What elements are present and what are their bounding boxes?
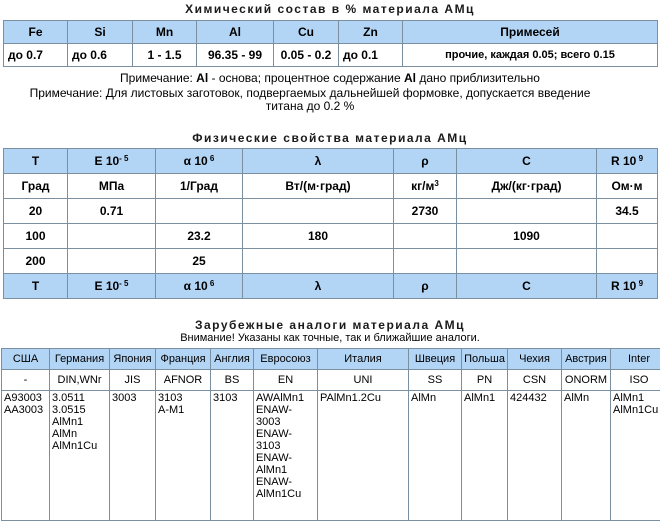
physical-header-row [4,149,658,174]
physical-title: Физические свойства материала АМц [192,131,468,145]
standard-cell: EN [254,370,318,391]
value-al: 96.35 - 99 [197,44,274,67]
country-cell: США [2,349,50,370]
country-cell: Италия [318,349,409,370]
country-cell: Швеция [409,349,462,370]
grade-line: AA3003 [4,404,44,416]
standard-cell: PN [462,370,508,391]
grade-line: ENAW- [256,404,293,416]
foreign-table [1,348,660,521]
standard-cell: AFNOR [156,370,211,391]
header-al: Al [197,21,274,44]
country-cell: Германия [50,349,110,370]
chemical-value-row [4,44,658,67]
chemical-table [3,20,658,67]
grade-line: ENAW- [256,428,293,440]
grade-cell [50,391,110,521]
standard-cell: BS [211,370,254,391]
header-temperature: T [4,149,68,174]
header-density: ρ [394,149,457,174]
standard-cell: ISO [611,370,660,391]
grade-cell [110,391,156,521]
foreign-subtitle: Внимание! Указаны как точные, так и ближайшие аналоги. [180,332,480,344]
grade-cell [508,391,562,521]
grade-line: 3.0515 [52,404,86,416]
grade-cell [254,391,318,521]
grade-line: 3003 [256,416,281,428]
country-cell: Англия [211,349,254,370]
chemical-title: Химический состав в % материала АМц [185,2,475,16]
country-cell: Франция [156,349,211,370]
value-si: до 0.6 [68,44,133,67]
country-cell: Евросоюз [254,349,318,370]
header-resistivity: R 10 $^9$ [597,149,658,174]
header-cu: Cu [274,21,339,44]
chemical-note-1: Примечание: Al - основа; процентное содержание Al дано приблизительно [120,71,540,85]
unit-expansion: 1/Град [156,174,243,199]
country-cell: Япония [110,349,156,370]
header-expansion: α 10 $^6$ [156,149,243,174]
grade-line: AlMn [564,392,590,404]
header-conductivity: λ [243,149,394,174]
header-impurities: Примесей [403,21,658,44]
grade-line: A-M1 [158,404,185,416]
value-zn: до 0.1 [339,44,403,67]
grade-line: A93003 [4,392,42,404]
physical-units-row [4,174,658,199]
grade-line: AlMn [411,392,437,404]
grade-line: 3.0511 [52,392,85,404]
header-zn: Zn [339,21,403,44]
value-cu: 0.05 - 0.2 [274,44,339,67]
standard-cell: SS [409,370,462,391]
country-cell: Чехия [508,349,562,370]
grade-line: AlMn1Cu [613,404,659,416]
unit-density: $кг/м^3$ [394,174,457,199]
header-heat-capacity: C [457,149,597,174]
standard-row [2,370,660,391]
grade-cell [211,391,254,521]
header-mn: Mn [133,21,197,44]
grade-line: 3103 [213,392,238,404]
grade-cell [462,391,508,521]
country-cell: Австрия [562,349,611,370]
header-fe: Fe [4,21,68,44]
chemical-header-row [4,21,658,44]
unit-conductivity: Вт/(м·град) [243,174,394,199]
grade-line: PAlMn1.2Cu [320,392,381,404]
grade-line: 3103 [158,392,183,404]
grade-line: AWAlMn1 [256,392,305,404]
grade-line: AlMn1 [464,392,496,404]
grade-line: AlMn [52,428,78,440]
grade-line: 3103 [256,440,281,452]
grade-line: AlMn1 [613,392,645,404]
header-modulus: E $10^{- 5}$ [68,149,156,174]
grade-cell [318,391,409,521]
country-cell: Польша [462,349,508,370]
unit-heat-capacity: Дж/(кг·град) [457,174,597,199]
grade-line: AlMn1Cu [256,488,302,500]
grade-cell [611,391,660,521]
physical-footer-row: T E $10^{- 5}$ α 10 $^6$ λ ρ C R 10 $^9$ [4,274,658,299]
grade-row [2,391,660,521]
physical-row: 200 25 [4,249,658,274]
unit-modulus: МПа [68,174,156,199]
grade-line: 424432 [510,392,547,404]
grade-cell [2,391,50,521]
grade-cell [156,391,211,521]
foreign-title: Зарубежные аналоги материала АМц [194,318,466,332]
grade-line: AlMn1 [256,464,288,476]
header-si: Si [68,21,133,44]
physical-row: 100 23.2 180 1090 [4,224,658,249]
standard-cell: ONORM [562,370,611,391]
standard-cell: UNI [318,370,409,391]
grade-line: AlMn1Cu [52,440,98,452]
unit-resistivity: Ом·м [597,174,658,199]
value-impurities: прочие, каждая 0.05; всего 0.15 [403,44,658,67]
country-row [2,349,660,370]
grade-line: ENAW- [256,452,293,464]
standard-cell: DIN,WNr [50,370,110,391]
country-cell: Inter [611,349,660,370]
grade-line: AlMn1 [52,416,84,428]
grade-cell [562,391,611,521]
standard-cell: CSN [508,370,562,391]
grade-cell [409,391,462,521]
value-mn: 1 - 1.5 [133,44,197,67]
standard-cell: JIS [110,370,156,391]
value-fe: до 0.7 [4,44,68,67]
grade-line: ENAW- [256,476,293,488]
physical-table [3,148,658,299]
standard-cell: - [2,370,50,391]
chemical-note-2: Примечание: Для листовых заготовок, подвергаемых дальнейшей формовке, допускается введение титана до 0.2 % [29,86,591,113]
grade-line: 3003 [112,392,137,404]
physical-row: 20 0.71 2730 34.5 [4,199,658,224]
unit-temperature: Град [4,174,68,199]
